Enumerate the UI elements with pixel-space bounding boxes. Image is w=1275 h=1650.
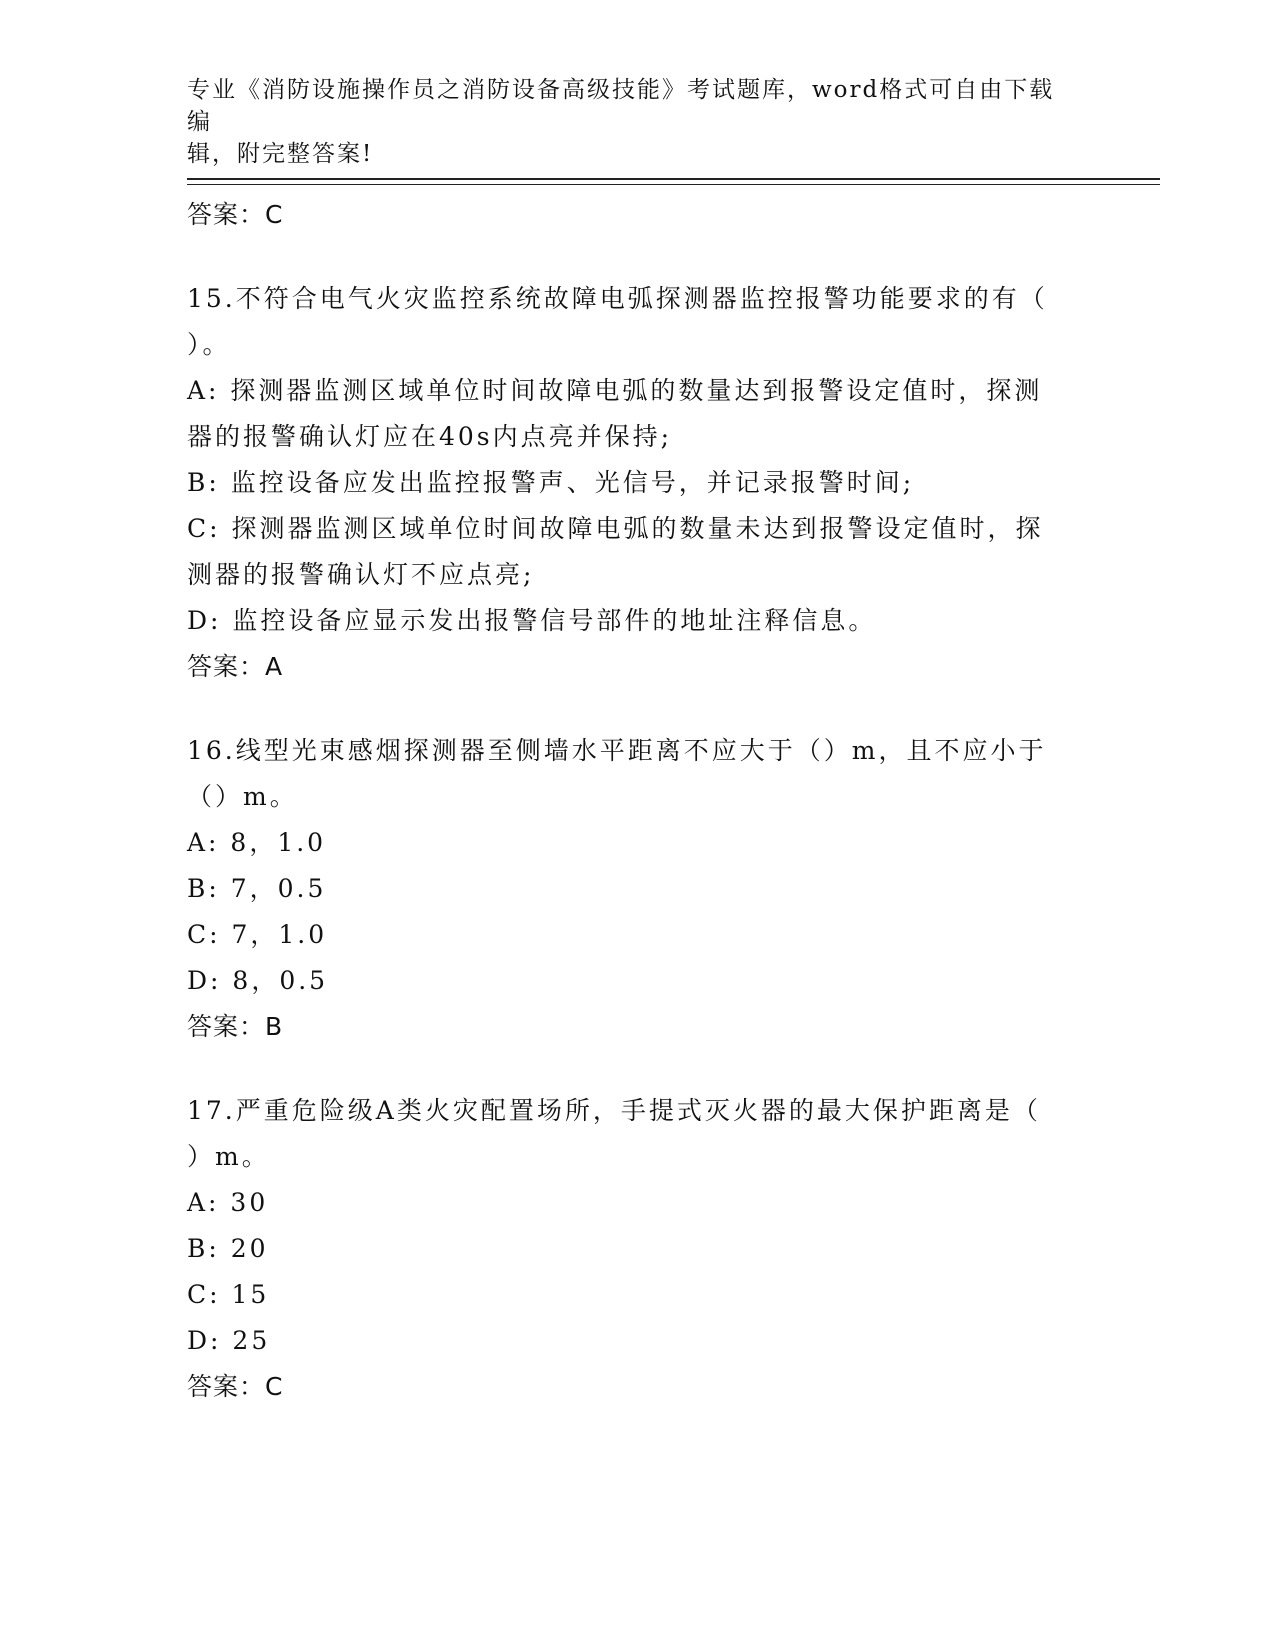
question-stem-line-1: 15.不符合电气火灾监控系统故障电弧探测器监控报警功能要求的有（	[187, 284, 1048, 313]
question-16	[187, 728, 1087, 1050]
option-d: D: 8，0.5	[187, 966, 329, 995]
option-a	[187, 368, 1087, 460]
question-15	[187, 276, 1087, 690]
question-stem	[187, 1088, 1087, 1180]
option-d: D: 25	[187, 1326, 271, 1355]
option-c-line-1: C: 探测器监测区域单位时间故障电弧的数量未达到报警设定值时，探	[187, 514, 1044, 543]
answer-line: 答案：C	[187, 1372, 284, 1401]
option-c: C: 15	[187, 1280, 270, 1309]
page-header	[187, 74, 1077, 170]
answer-line: 答案：A	[187, 652, 284, 681]
question-stem-line-2: ）m。	[187, 1142, 270, 1171]
option-c-line-2: 测器的报警确认灯不应点亮;	[187, 560, 535, 589]
document-body	[187, 192, 1087, 1410]
answer-line: 答案：B	[187, 1012, 284, 1041]
question-stem-line-2: ）。	[187, 330, 231, 359]
question-stem-line-1: 16.线型光束感烟探测器至侧墙水平距离不应大于（）m，且不应小于	[187, 736, 1047, 765]
option-b: B: 7，0.5	[187, 874, 327, 903]
option-c: C: 7，1.0	[187, 920, 328, 949]
question-stem-line-2: （）m。	[187, 782, 298, 811]
option-a-line-1: A: 探测器监测区域单位时间故障电弧的数量达到报警设定值时，探测	[187, 376, 1043, 405]
option-a: A: 8，1.0	[187, 828, 327, 857]
question-17	[187, 1088, 1087, 1410]
option-d: D: 监控设备应显示发出报警信号部件的地址注释信息。	[187, 606, 877, 635]
question-stem	[187, 728, 1087, 820]
option-b: B: 20	[187, 1234, 269, 1263]
header-line-2: 辑，附完整答案!	[187, 141, 374, 167]
option-a-line-2: 器的报警确认灯应在40s内点亮并保持;	[187, 422, 673, 451]
answer-line: 答案：C	[187, 200, 284, 229]
option-b: B: 监控设备应发出监控报警声、光信号，并记录报警时间;	[187, 468, 915, 497]
option-a: A: 30	[187, 1188, 269, 1217]
header-divider	[187, 178, 1160, 185]
option-c	[187, 506, 1087, 598]
question-stem-line-1: 17.严重危险级A类火灾配置场所，手提式灭火器的最大保护距离是（	[187, 1096, 1041, 1125]
question-stem	[187, 276, 1087, 368]
header-line-1: 专业《消防设施操作员之消防设备高级技能》考试题库，word格式可自由下载编	[187, 77, 1055, 135]
